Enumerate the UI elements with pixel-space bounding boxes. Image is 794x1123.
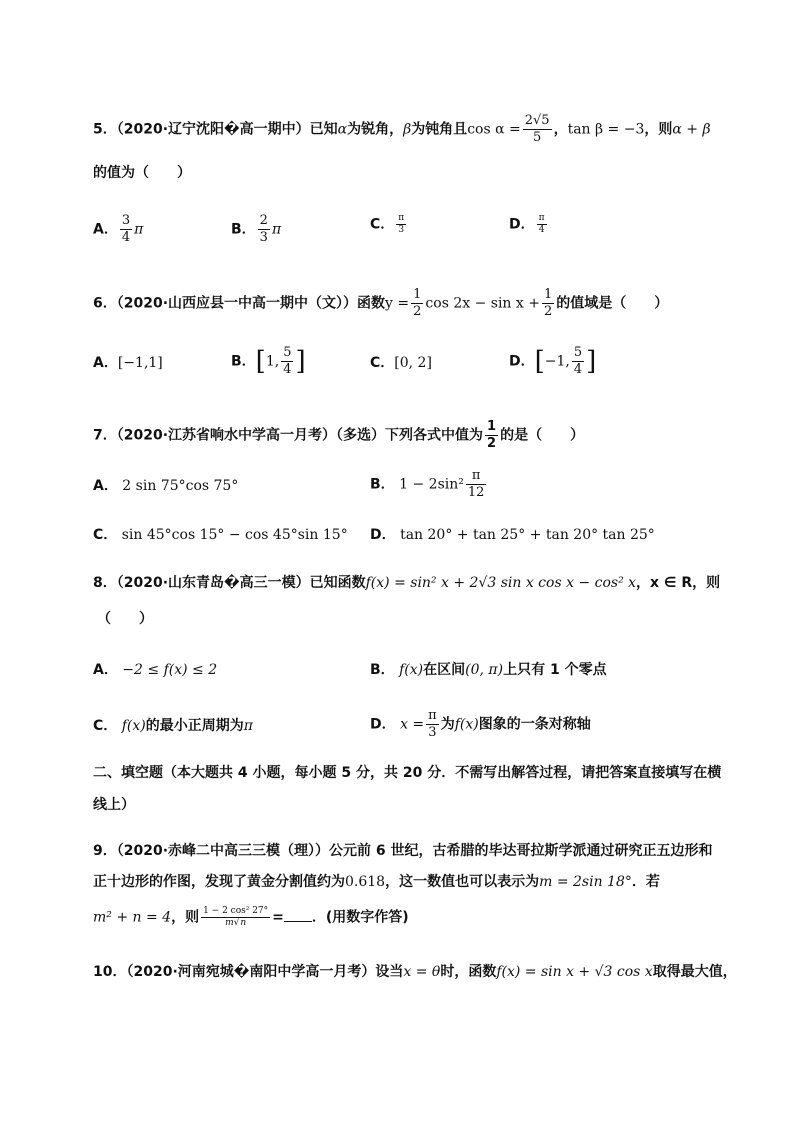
q8-option-a[interactable]: A． −2 ≤ f(x) ≤ 2 [93,662,218,678]
q6-line1: 6．（2020·山西应县一中高一期中（文））函数y = $\frac{1}{2}$ cos 2x − sin x + $\frac{1}{2}$ 的值域是（ ） [93,287,669,319]
q5-option-b[interactable]: B． $\frac{2}{3}$ π [231,213,282,245]
q5-source: （2020·辽宁沈阳�高一期中） [116,121,310,138]
q7-option-d[interactable]: D． tan 20° + tan 25° + tan 20° tan 25° [370,527,655,543]
q8-option-b[interactable]: B． f(x)在区间(0, π)上只有 1 个零点 [370,662,607,678]
q6-option-b[interactable]: B．[1, $\frac{5}{4}$ ] [231,345,306,377]
q7-line1: 7．（2020·江苏省响水中学高一月考）（多选）下列各式中值为 $\frac{1}{2}$ 的是（ ） [93,419,585,451]
q6-source: （2020·山西应县一中高一期中（文）） [116,295,358,312]
q5-number: 5． [93,121,117,138]
q8-line1: 8．（2020·山东青岛�高三一模）已知函数f(x) = sin² x + 2√3 sin x cos x − cos² x，x ∈ R，则 [93,575,721,591]
q6-option-c[interactable]: C．[0, 2] [370,355,432,371]
q7-option-c[interactable]: C． sin 45°cos 15° − cos 45°sin 15° [93,527,348,543]
q5-option-c[interactable]: C． $\frac{\pi}{3}$ [370,213,405,235]
q9-line3: m² + n = 4，则 $\frac{\text{1 − 2 cos² 27°}}{m√n}$ = ．(用数字作答) [93,906,409,928]
q7-number: 7． [93,427,117,444]
q5-option-d[interactable]: D． $\frac{\pi}{4}$ [509,213,545,235]
q10-source: （2020·河南宛城�南阳中学高一月考） [126,964,376,980]
section2-heading-line2: 线上） [93,797,135,813]
q7-source: （2020·江苏省响水中学高一月考） [116,427,337,444]
q7-option-a[interactable]: A． 2 sin 75°cos 75° [93,478,239,494]
q5-fraction: $\frac{2√5}{5}$ [524,113,550,145]
section2-heading-line1: 二、填空题（本大题共 4 小题，每小题 5 分，共 20 分．不需写出解答过程，请把答案直接填写在横 [93,765,722,781]
q8-number: 8． [93,575,117,591]
q8-option-d[interactable]: D． x = $\frac{\pi}{3}$ 为f(x)图象的一条对称轴 [370,708,591,740]
q9-number: 9． [93,843,117,859]
q9-source: （2020·赤峰二中高三三模（理）） [116,843,330,859]
q6-number: 6． [93,295,117,312]
q7-option-b[interactable]: B． 1 − 2sin² $\frac{\pi}{12}$ [370,468,485,500]
q5-option-a[interactable]: A． $\frac{3}{4}$ π [93,213,144,245]
q10-line1: 10．（2020·河南宛城�南阳中学高一月考）设当x = θ时，函数f(x) = sin x + √3 cos x取得最大值， [93,964,737,980]
q6-option-d[interactable]: D．[−1, $\frac{5}{4}$ ] [509,345,597,377]
q10-number: 10． [93,964,127,980]
q9-line2: 正十边形的作图，发现了黄金分割值约为0.618，这一数值也可以表示为m = 2sin 18°．若 [93,874,660,890]
q6-option-a[interactable]: A．[−1,1] [93,355,163,371]
q8-source: （2020·山东青岛�高三一模） [116,575,310,591]
q5-line1: 5．（2020·辽宁沈阳�高一期中）已知α为锐角，β为钝角且cos α = $\frac{2√5}{5}$ ，tan β = −3，则α + β [93,113,711,145]
q8-option-c[interactable]: C． f(x)的最小正周期为π [93,718,253,734]
q5-line2: 的值为（ ） [93,165,191,181]
answer-blank[interactable] [284,907,312,922]
q9-line1: 9．（2020·赤峰二中高三三模（理））公元前 6 世纪，古希腊的毕达哥拉斯学派通过研究正五边形和 [93,843,713,859]
q8-line2: （ ） [97,611,153,627]
